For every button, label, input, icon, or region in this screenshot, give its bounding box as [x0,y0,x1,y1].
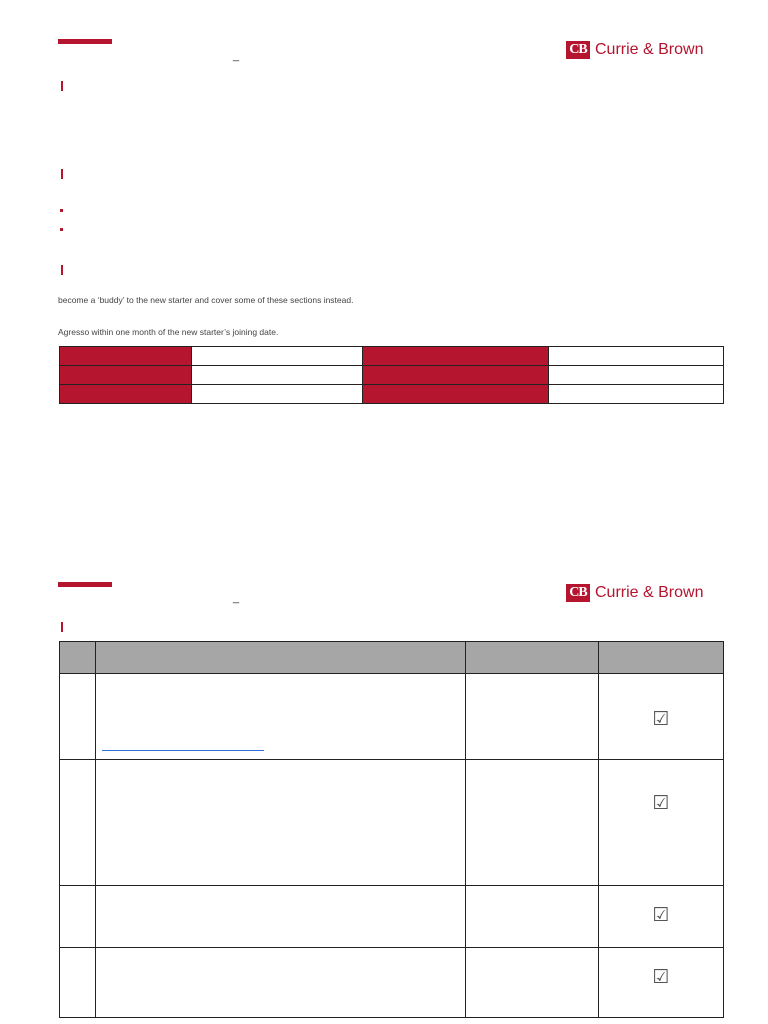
agresso-paragraph: Agresso within one month of the new starter’s joining date. [58,327,279,337]
item-description-cell [96,948,466,1018]
header-dash: _ [233,592,240,604]
info-value-cell[interactable] [192,347,363,366]
bullet-marker [60,228,63,231]
table-row [60,674,724,760]
row-number-cell [60,760,96,886]
table-row [60,347,724,366]
table-row [60,886,724,948]
induction-checklist-table [59,641,724,1018]
info-value-cell[interactable] [549,385,724,404]
completed-cell [599,886,724,948]
item-link[interactable] [102,750,264,751]
bullet-marker [60,209,63,212]
logo-monogram: CB [566,584,590,602]
info-label-cell [60,385,192,404]
table-row [60,760,724,886]
item-description-cell [96,886,466,948]
row-number-cell [60,948,96,1018]
logo-name: Currie & Brown [595,584,704,601]
ballot-box-check-icon[interactable]: ☑ [652,904,670,926]
ballot-box-check-icon[interactable]: ☑ [652,792,670,814]
section-marker [61,622,63,632]
info-value-cell[interactable] [192,385,363,404]
info-label-cell [60,347,192,366]
table-header-row [60,642,724,674]
buddy-paragraph: become a ‘buddy’ to the new starter and cover some of these sections instead. [58,295,354,305]
info-value-cell[interactable] [549,347,724,366]
section-marker [61,169,63,179]
completed-cell [599,760,724,886]
company-logo [566,584,703,602]
table-row [60,948,724,1018]
company-logo [566,41,703,59]
logo-name: Currie & Brown [595,41,704,58]
header-dash: _ [233,50,240,62]
table-row [60,385,724,404]
ballot-box-check-icon[interactable]: ☑ [652,966,670,988]
header-cell [60,642,96,674]
owner-cell [466,948,599,1018]
info-label-cell [60,366,192,385]
info-label-cell [363,366,549,385]
section-marker [61,81,63,91]
ballot-box-check-icon[interactable]: ☑ [652,708,670,730]
header-cell [96,642,466,674]
new-starter-info-table [59,346,724,404]
header-accent-bar [58,39,112,44]
owner-cell [466,886,599,948]
completed-cell [599,948,724,1018]
row-number-cell [60,886,96,948]
info-label-cell [363,385,549,404]
header-cell [599,642,724,674]
owner-cell [466,760,599,886]
item-description-cell [96,674,466,760]
section-marker [61,265,63,275]
info-value-cell[interactable] [192,366,363,385]
table-row [60,366,724,385]
info-value-cell[interactable] [549,366,724,385]
logo-monogram: CB [566,41,590,59]
header-cell [466,642,599,674]
info-label-cell [363,347,549,366]
item-description-cell [96,760,466,886]
header-accent-bar [58,582,112,587]
completed-cell [599,674,724,760]
owner-cell [466,674,599,760]
row-number-cell [60,674,96,760]
